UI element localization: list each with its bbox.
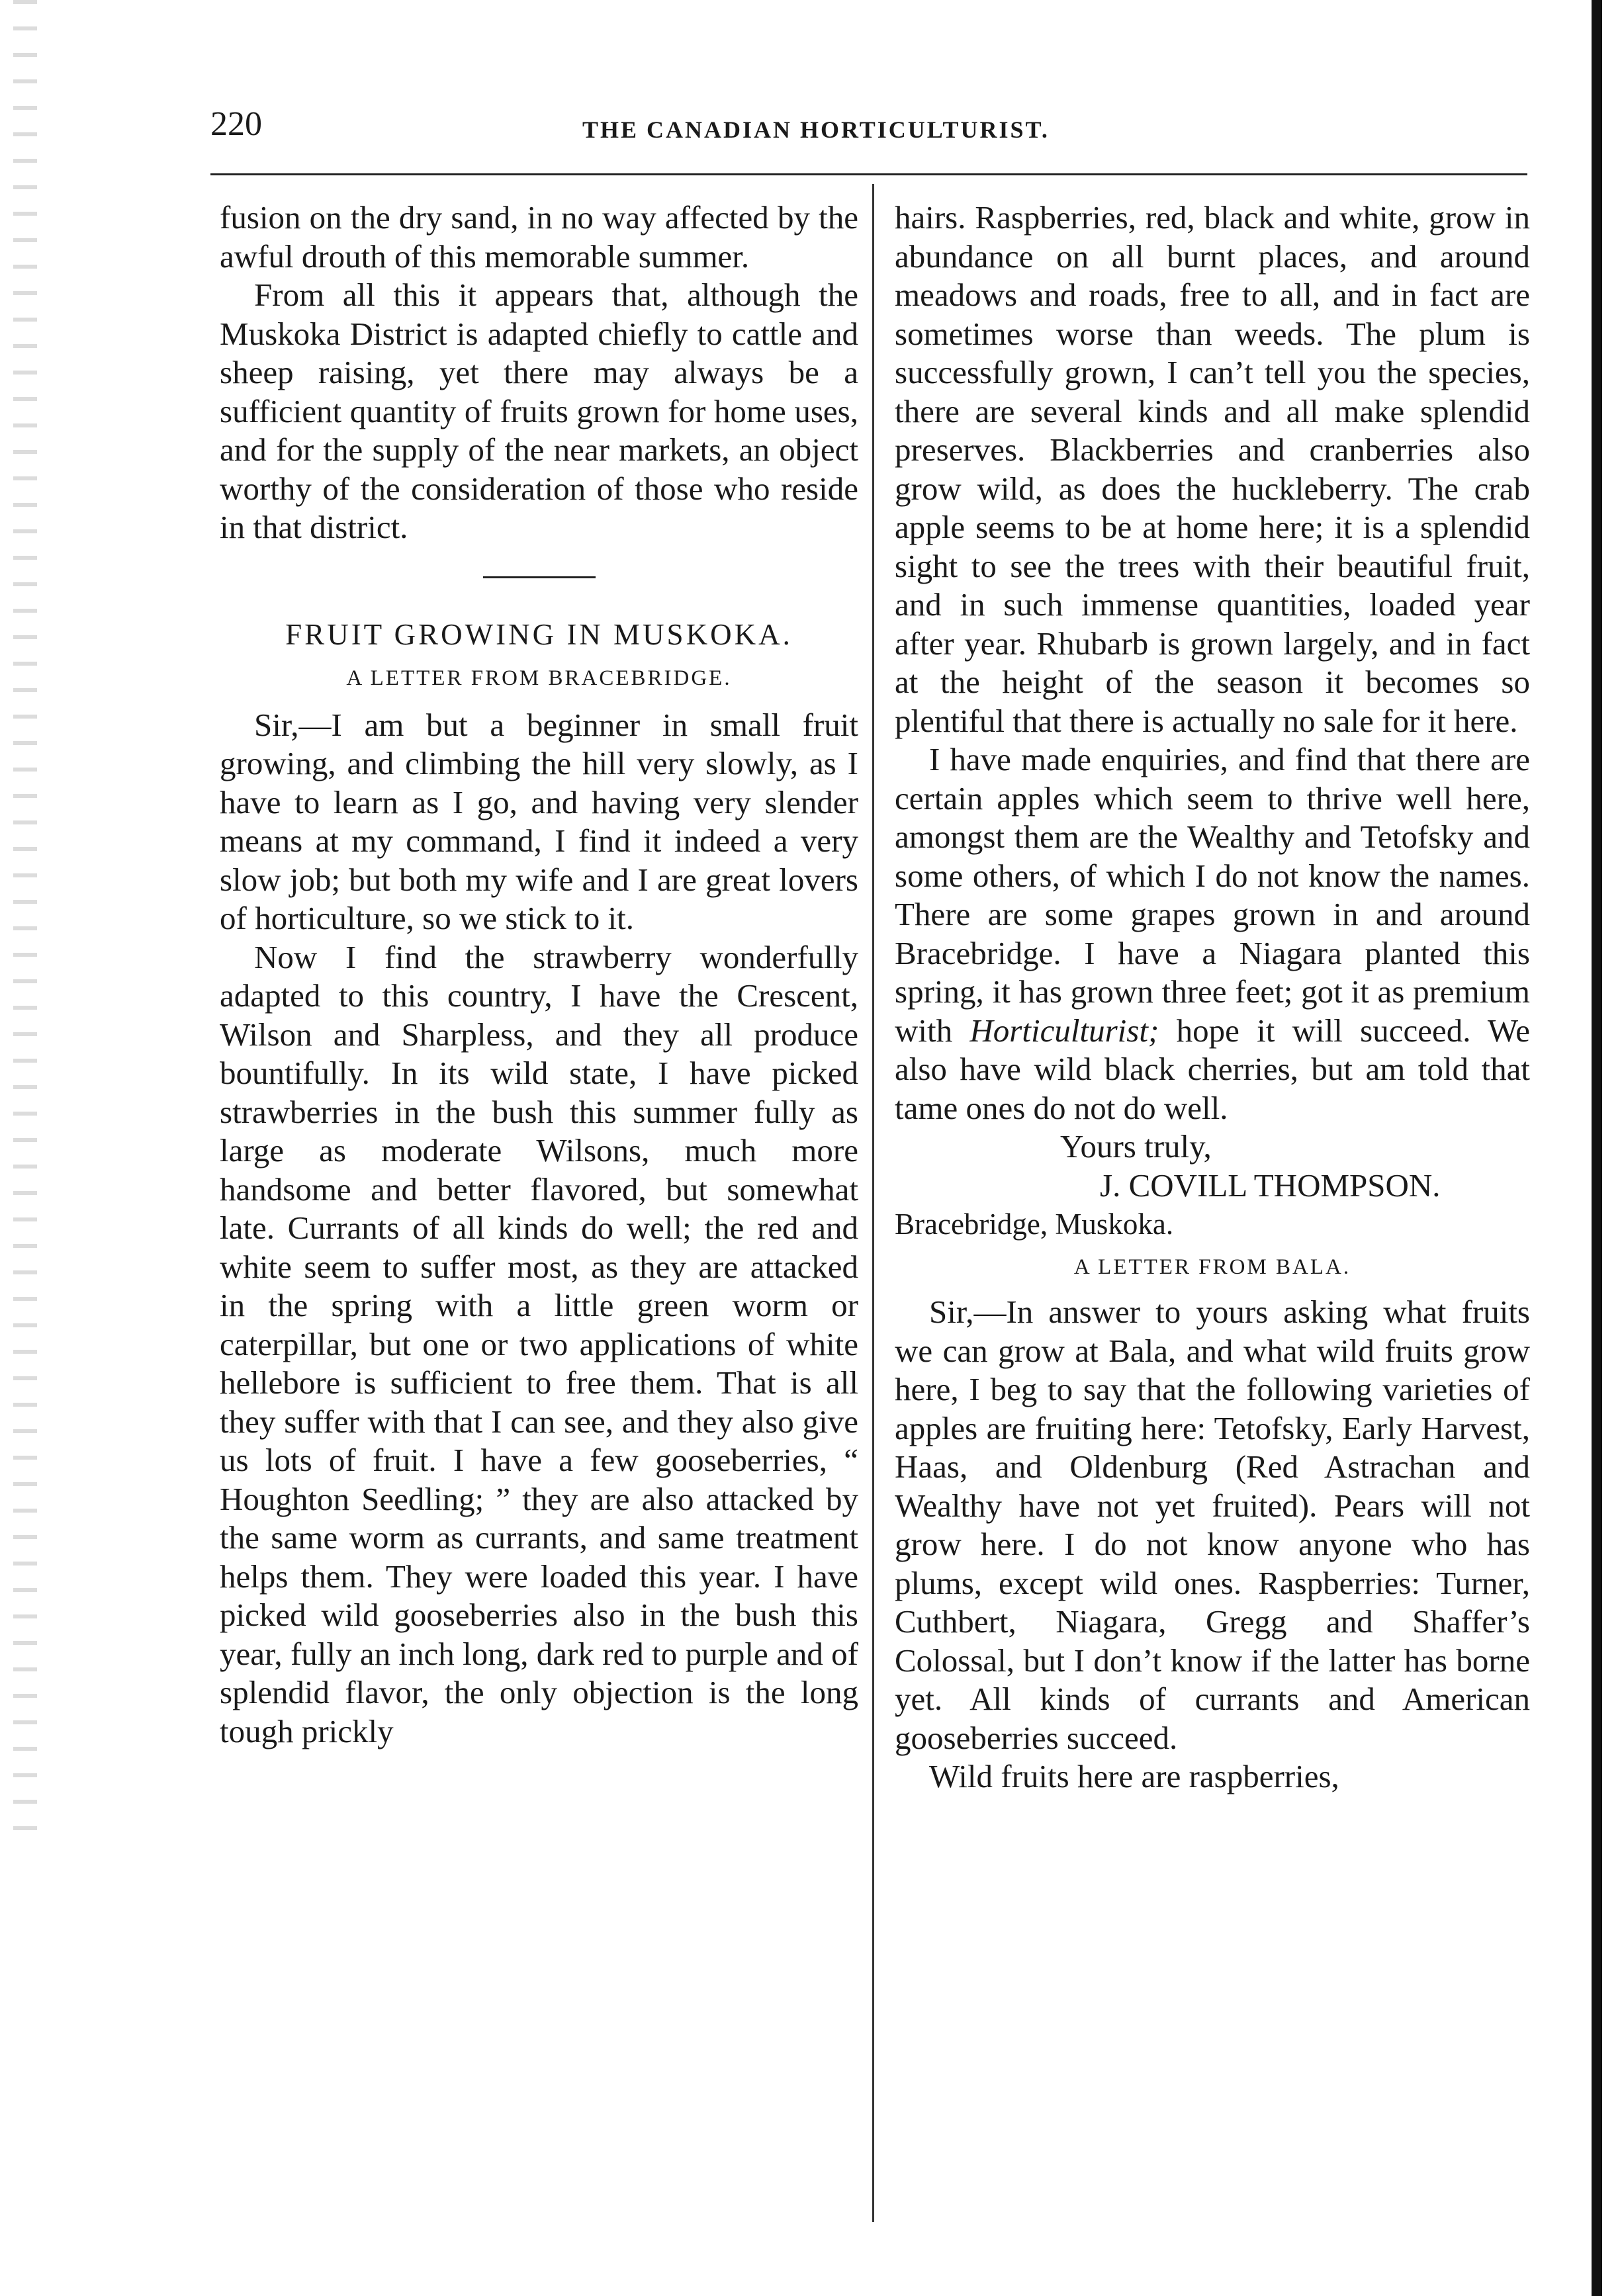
page-number: 220: [210, 105, 262, 143]
paragraph: Sir,—In answer to yours asking what fruits we can grow at Bala, and what wild fruits grow here, I beg to say that the following varieties of apples are fruiting here: Tetofsky, Early Harvest, Haas, and Oldenburg (Red Astrachan and Wealthy have not yet fruited). Pears will not grow here. I do not know anyone who has plums, except wild ones. Raspberries: Turner, Cuthbert, Niagara, Gregg and Shaffer’s Colossal, but I don’t know if the latter has borne yet. All kinds of currants and American gooseberries succeed.: [895, 1294, 1530, 1756]
paragraph: hairs. Raspberries, red, black and white, grow in abundance on all burnt places, and around meadows and roads, free to all, and in fact are sometimes worse than weeds. The plum is successfully grown, I can’t tell you the species, there are several kinds and all make splendid preserves. Blackberries and cranberries also grow wild, as does the huckleberry. The crab apple seems to be at home here; it is a splendid sight to see the trees with their beautiful fruit, and in such immense quantities, loaded year after year. Rhubarb is grown largely, and in fact at the height of the season it becomes so plentiful that there is actually no sale for it here.: [895, 199, 1530, 739]
paragraph-text: I have made enquiries, and find that there are certain apples which seem to thrive well here, amongst them are the Wealthy and Tetofsky and some others, of which I do not know the names. There are some grapes grown in and around Bracebridge. I have a Niagara planted this spring, it has grown three feet; got it as premium with: [895, 741, 1530, 1049]
section-divider: [483, 576, 596, 578]
paragraph: From all this it appears that, although the Muskoka District is adapted chiefly to cattle and sheep raising, yet there may always be a sufficient quantity of fruits grown for home uses, and for the supply of the near markets, an object worthy of the consideration of those who reside in that district.: [220, 277, 858, 545]
publication-title: Horticulturist;: [969, 1012, 1159, 1049]
column-divider: [872, 184, 874, 2222]
paragraph: [895, 740, 1530, 1127]
signature-location: Bracebridge, Muskoka.: [895, 1208, 1174, 1241]
left-column: [220, 199, 858, 1751]
closing-salutation: Yours truly,: [1060, 1128, 1212, 1165]
section-subtitle: A LETTER FROM BALA.: [1073, 1255, 1351, 1279]
running-head: THE CANADIAN HORTICULTURIST.: [582, 116, 1050, 143]
signature: J. COVILL THOMPSON.: [1100, 1167, 1441, 1204]
paragraph: Wild fruits here are raspberries,: [929, 1758, 1339, 1794]
section-title: FRUIT GROWING IN MUSKOKA.: [285, 617, 793, 651]
paragraph: fusion on the dry sand, in no way affected by the awful drouth of this memorable summer.: [220, 199, 858, 275]
right-column: [895, 199, 1530, 1796]
paragraph: Sir,—I am but a beginner in small fruit growing, and climbing the hill very slowly, as I have to learn as I go, and having very slender means at my command, I find it indeed a very slow job; but both my wife and I are great lovers of horticulture, so we stick to it.: [220, 706, 858, 936]
header-rule: [210, 173, 1527, 175]
scan-edge-bar: [1592, 0, 1602, 2296]
paragraph-text: hope it will succeed. We also have wild black cherries, but am told that tame ones do not do well.: [895, 1012, 1530, 1126]
scan-edge-speckle: [13, 0, 37, 1853]
section-subtitle: A LETTER FROM BRACEBRIDGE.: [346, 666, 732, 690]
paragraph: Now I find the strawberry wonderfully adapted to this country, I have the Crescent, Wilson and Sharpless, and they all produce bountifully. In its wild state, I have picked strawberries in the bush this summer fully as large as moderate Wilsons, much more handsome and better flavored, but somewhat late. Currants of all kinds do well; the red and white seem to suffer most, as they are attacked in the spring with a little green worm or caterpillar, but one or two applications of white hellebore is sufficient to free them. That is all they suffer with that I can see, and they also give us lots of fruit. I have a few gooseberries, “ Houghton Seedling; ” they are also attacked by the same worm as currants, and same treatment helps them. They were loaded this year. I have picked wild gooseberries also in the bush this year, fully an inch long, dark red to purple and of splendid flavor, the only objection is the long tough prickly: [220, 938, 858, 1749]
